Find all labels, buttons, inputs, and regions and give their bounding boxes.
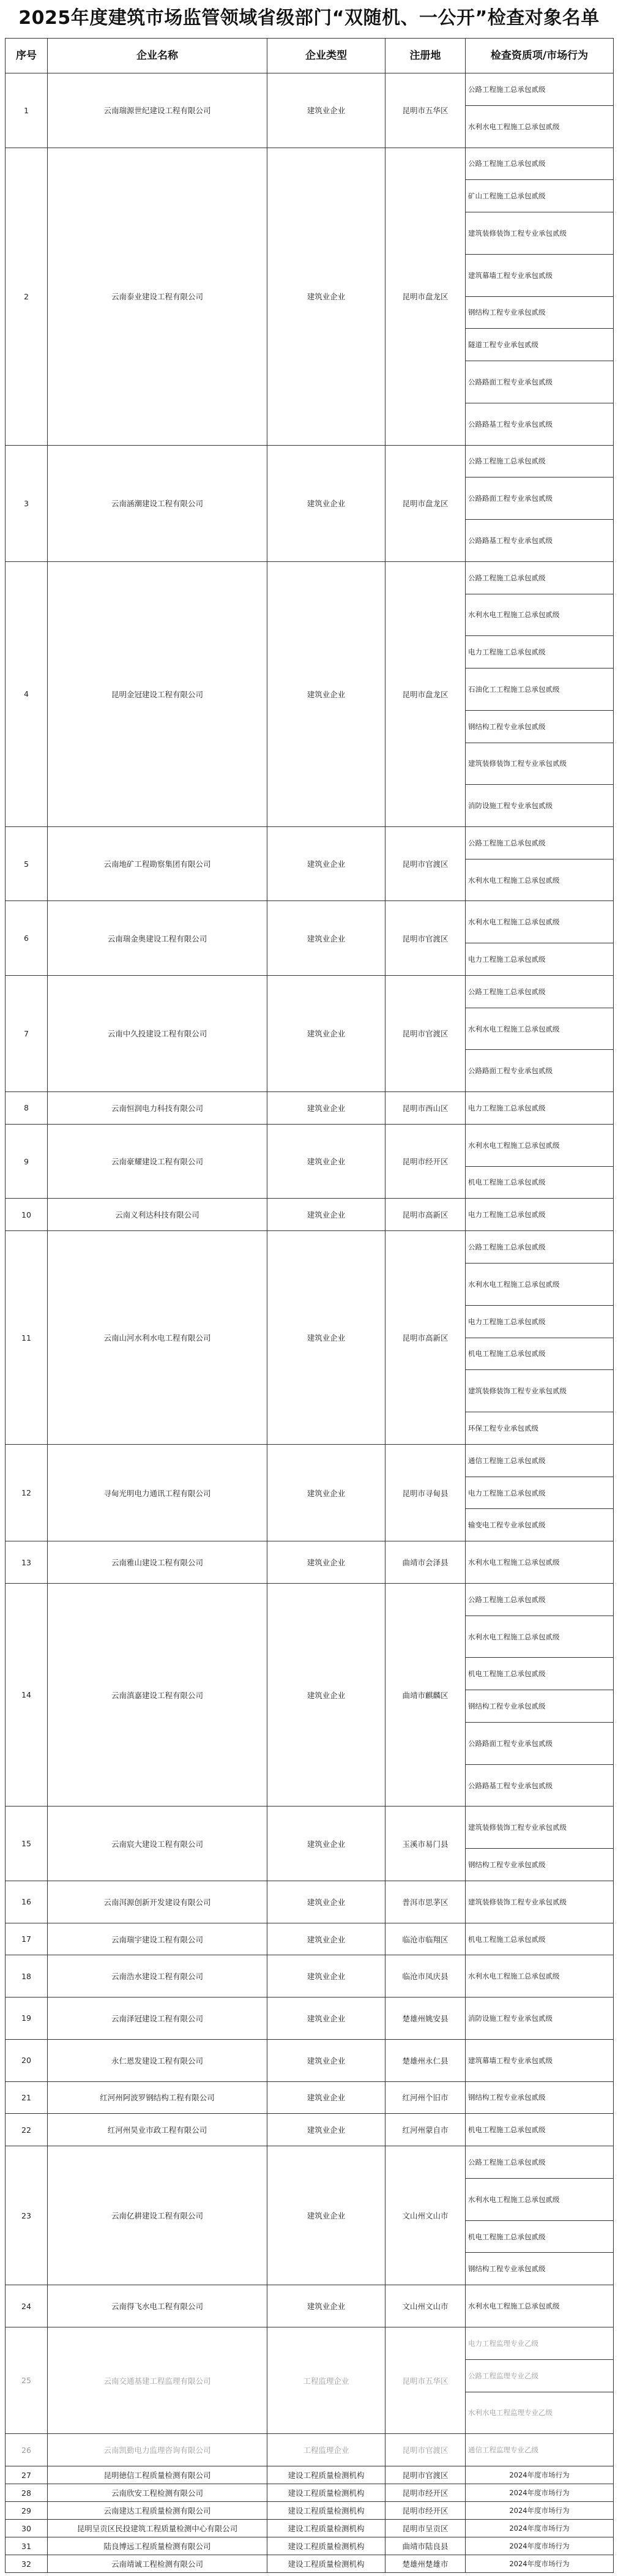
company-type: 建筑业企业: [267, 2146, 385, 2285]
row-number: 27: [6, 2466, 48, 2484]
row-number: 20: [6, 2039, 48, 2081]
registration-place: 曲靖市会泽县: [385, 1541, 466, 1584]
inspection-item: 公路路基工程专业承包贰级: [466, 520, 614, 562]
inspection-item: 水利水电工程施工总承包贰级: [466, 1124, 614, 1166]
inspection-item: 电力工程施工总承包贰级: [466, 1199, 614, 1231]
company-name: 云南涵潮建设工程有限公司: [48, 445, 267, 561]
row-number: 10: [6, 1199, 48, 1231]
inspection-item: 公路路基工程专业承包贰级: [466, 403, 614, 445]
table-row: [6, 901, 614, 943]
col-header-type: 企业类型: [267, 39, 385, 73]
registration-place: 红河州蒙自市: [385, 2114, 466, 2146]
company-name: 云南雅山建设工程有限公司: [48, 1541, 267, 1584]
inspection-item: 水利水电工程监理专业乙级: [466, 2392, 614, 2434]
company-name: 永仁恩发建设工程有限公司: [48, 2039, 267, 2081]
registration-place: 昆明市官渡区: [385, 2466, 466, 2484]
registration-place: 楚雄州楚雄市: [385, 2555, 466, 2573]
company-name: 红河州阿波罗钢结构工程有限公司: [48, 2081, 267, 2114]
table-row: [6, 2520, 614, 2537]
table-row: [6, 975, 614, 1008]
row-number: 11: [6, 1231, 48, 1445]
inspection-item: 机电工程施工总承包贰级: [466, 1923, 614, 1955]
table-row: [6, 2039, 614, 2081]
table-row: [6, 826, 614, 859]
table-row: [6, 561, 614, 594]
company-type: 建筑业企业: [267, 901, 385, 976]
inspection-item: 公路工程施工总承包贰级: [466, 826, 614, 859]
company-type: 建筑业企业: [267, 2039, 385, 2081]
inspection-item: 公路工程施工总承包贰级: [466, 73, 614, 106]
row-number: 9: [6, 1124, 48, 1199]
row-number: 22: [6, 2114, 48, 2146]
table-header-row: [6, 39, 614, 73]
inspection-item: 建筑幕墙工程专业承包贰级: [466, 254, 614, 296]
registration-place: 昆明市西山区: [385, 1092, 466, 1125]
inspection-item: 钢结构工程专业承包贰级: [466, 296, 614, 329]
registration-place: 昆明市寻甸县: [385, 1444, 466, 1541]
col-header-name: 企业名称: [48, 39, 267, 73]
table-row: [6, 2555, 614, 2573]
company-name: 云南交通基建工程监理有限公司: [48, 2327, 267, 2433]
inspection-item: 公路路面工程专业承包贰级: [466, 477, 614, 520]
inspection-item: 公路工程施工总承包贰级: [466, 1231, 614, 1264]
registration-place: 红河州个旧市: [385, 2081, 466, 2114]
company-name: 云南宸大建设工程有限公司: [48, 1807, 267, 1881]
table-row: [6, 1583, 614, 1616]
company-name: 寻甸光明电力通讯工程有限公司: [48, 1444, 267, 1541]
table-row: [6, 1541, 614, 1584]
inspection-table: [5, 38, 614, 2573]
inspection-item: 电力工程施工总承包贰级: [466, 1477, 614, 1509]
inspection-item: 公路路面工程专业承包贰级: [466, 1723, 614, 1765]
row-number: 29: [6, 2502, 48, 2520]
company-name: 红河州昊业市政工程有限公司: [48, 2114, 267, 2146]
registration-place: 曲靖市陆良县: [385, 2537, 466, 2555]
company-type: 建筑业企业: [267, 73, 385, 148]
inspection-item: 机电工程施工总承包贰级: [466, 2220, 614, 2253]
registration-place: 楚雄州永仁县: [385, 2039, 466, 2081]
registration-place: 昆明市盘龙区: [385, 561, 466, 826]
company-name: 云南滇嘉建设工程有限公司: [48, 1583, 267, 1807]
inspection-item: 水利水电工程施工总承包贰级: [466, 1008, 614, 1050]
inspection-item: 钢结构工程专业承包贰级: [466, 2253, 614, 2285]
inspection-item: 2024年度市场行为: [466, 2502, 614, 2520]
inspection-item: 公路路面工程专业承包贰级: [466, 361, 614, 403]
company-type: 建筑业企业: [267, 975, 385, 1091]
company-type: 建筑业企业: [267, 1092, 385, 1125]
table-row: [6, 445, 614, 477]
inspection-item: 机电工程施工总承包贰级: [466, 1658, 614, 1690]
company-name: 云南洱源创新开发建设有限公司: [48, 1881, 267, 1923]
inspection-item: 电力工程施工总承包贰级: [466, 1092, 614, 1125]
table-row: [6, 1807, 614, 1849]
registration-place: 昆明市高新区: [385, 1231, 466, 1445]
inspection-item: 2024年度市场行为: [466, 2555, 614, 2573]
company-type: 建筑业企业: [267, 1444, 385, 1541]
row-number: 5: [6, 826, 48, 901]
inspection-item: 公路路基工程专业承包贰级: [466, 1764, 614, 1807]
registration-place: 昆明市盘龙区: [385, 148, 466, 445]
company-type: 建设工程质量检测机构: [267, 2537, 385, 2555]
company-type: 建筑业企业: [267, 1955, 385, 1998]
inspection-item: 公路工程施工总承包贰级: [466, 148, 614, 180]
inspection-item: 公路工程施工总承包贰级: [466, 975, 614, 1008]
company-type: 建设工程质量检测机构: [267, 2555, 385, 2573]
table-row: [6, 1199, 614, 1231]
inspection-item: 钢结构工程专业承包贰级: [466, 710, 614, 743]
table-row: [6, 1998, 614, 2040]
registration-place: 昆明市盘龙区: [385, 445, 466, 561]
table-row: [6, 2502, 614, 2520]
row-number: 2: [6, 148, 48, 445]
registration-place: 文山州文山市: [385, 2285, 466, 2327]
inspection-item: 环保工程专业承包贰级: [466, 1412, 614, 1445]
registration-place: 昆明市官渡区: [385, 2434, 466, 2466]
row-number: 32: [6, 2555, 48, 2573]
company-name: 云南靖诚工程检测有限公司: [48, 2555, 267, 2573]
table-row: [6, 2114, 614, 2146]
row-number: 30: [6, 2520, 48, 2537]
company-name: 昆明呈贡区民投建筑工程质量检测中心有限公司: [48, 2520, 267, 2537]
company-name: 云南亿耕建设工程有限公司: [48, 2146, 267, 2285]
table-row: [6, 2434, 614, 2466]
inspection-item: 建筑装修装饰工程专业承包贰级: [466, 212, 614, 255]
inspection-item: 电力工程施工总承包贰级: [466, 943, 614, 976]
company-type: 建筑业企业: [267, 1124, 385, 1199]
company-type: 建筑业企业: [267, 826, 385, 901]
registration-place: 临沧市临翔区: [385, 1923, 466, 1955]
registration-place: 曲靖市麒麟区: [385, 1583, 466, 1807]
company-name: 云南中久投建设工程有限公司: [48, 975, 267, 1091]
row-number: 26: [6, 2434, 48, 2466]
inspection-item: 2024年度市场行为: [466, 2537, 614, 2555]
company-type: 建筑业企业: [267, 1583, 385, 1807]
table-row: [6, 2081, 614, 2114]
inspection-item: 建筑装修装饰工程专业承包贰级: [466, 1881, 614, 1923]
table-row: [6, 148, 614, 180]
row-number: 16: [6, 1881, 48, 1923]
row-number: 8: [6, 1092, 48, 1125]
row-number: 15: [6, 1807, 48, 1881]
company-name: 陆良博远工程质量检测有限公司: [48, 2537, 267, 2555]
company-type: 工程监理企业: [267, 2327, 385, 2433]
company-name: 云南欣安工程检测有限公司: [48, 2484, 267, 2502]
inspection-item: 消防设施工程专业承包贰级: [466, 1998, 614, 2040]
company-type: 建筑业企业: [267, 1998, 385, 2040]
company-type: 建设工程质量检测机构: [267, 2502, 385, 2520]
registration-place: 普洱市思茅区: [385, 1881, 466, 1923]
inspection-item: 水利水电工程施工总承包贰级: [466, 594, 614, 636]
company-type: 建筑业企业: [267, 1881, 385, 1923]
company-name: 云南得飞水电工程有限公司: [48, 2285, 267, 2327]
registration-place: 楚雄州姚安县: [385, 1998, 466, 2040]
row-number: 12: [6, 1444, 48, 1541]
inspection-item: 水利水电工程施工总承包贰级: [466, 105, 614, 148]
company-name: 云南瑞宇建设工程有限公司: [48, 1923, 267, 1955]
row-number: 23: [6, 2146, 48, 2285]
inspection-item: 消防设施工程专业承包贰级: [466, 785, 614, 827]
company-type: 建筑业企业: [267, 561, 385, 826]
company-type: 建筑业企业: [267, 1923, 385, 1955]
inspection-item: 公路工程施工总承包贰级: [466, 2146, 614, 2179]
page-title: 2025年度建筑市场监管领域省级部门“双随机、一公开”检查对象名单: [18, 7, 600, 29]
company-type: 建筑业企业: [267, 1231, 385, 1445]
row-number: 4: [6, 561, 48, 826]
inspection-item: 水利水电工程施工总承包贰级: [466, 859, 614, 901]
inspection-item: 水利水电工程施工总承包贰级: [466, 1616, 614, 1658]
inspection-item: 石油化工工程施工总承包贰级: [466, 668, 614, 711]
company-name: 云南泽冠建设工程有限公司: [48, 1998, 267, 2040]
inspection-item: 机电工程施工总承包贰级: [466, 1338, 614, 1370]
inspection-item: 电力工程施工总承包贰级: [466, 1305, 614, 1338]
inspection-item: 隧道工程专业承包贰级: [466, 329, 614, 361]
row-number: 17: [6, 1923, 48, 1955]
table-row: [6, 1231, 614, 1264]
registration-place: 昆明市官渡区: [385, 826, 466, 901]
row-number: 24: [6, 2285, 48, 2327]
company-type: 建筑业企业: [267, 148, 385, 445]
inspection-item: 机电工程施工总承包贰级: [466, 2114, 614, 2146]
registration-place: 昆明市五华区: [385, 2327, 466, 2433]
registration-place: 昆明市经开区: [385, 2484, 466, 2502]
table-row: [6, 1955, 614, 1998]
row-number: 31: [6, 2537, 48, 2555]
company-name: 云南地矿工程勘察集团有限公司: [48, 826, 267, 901]
company-type: 建设工程质量检测机构: [267, 2466, 385, 2484]
company-name: 云南恒润电力科技有限公司: [48, 1092, 267, 1125]
table-row: [6, 73, 614, 106]
inspection-item: 通信工程施工总承包贰级: [466, 1444, 614, 1477]
row-number: 28: [6, 2484, 48, 2502]
inspection-item: 水利水电工程施工总承包贰级: [466, 2285, 614, 2327]
company-name: 云南山河水利水电工程有限公司: [48, 1231, 267, 1445]
company-type: 建筑业企业: [267, 1807, 385, 1881]
inspection-item: 2024年度市场行为: [466, 2520, 614, 2537]
registration-place: 昆明市呈贡区: [385, 2520, 466, 2537]
company-type: 建筑业企业: [267, 445, 385, 561]
inspection-item: 建筑装修装饰工程专业承包贰级: [466, 743, 614, 785]
company-name: 云南凯勤电力监理咨询有限公司: [48, 2434, 267, 2466]
inspection-item: 机电工程施工总承包贰级: [466, 1166, 614, 1199]
company-name: 云南瑞金奥建设工程有限公司: [48, 901, 267, 976]
company-name: 云南建达工程质量检测有限公司: [48, 2502, 267, 2520]
company-name: 云南瑞源世纪建设工程有限公司: [48, 73, 267, 148]
inspection-item: 通信工程监理专业乙级: [466, 2434, 614, 2466]
row-number: 25: [6, 2327, 48, 2433]
inspection-item: 公路工程施工总承包贰级: [466, 445, 614, 477]
inspection-item: 输变电工程专业承包贰级: [466, 1509, 614, 1541]
row-number: 13: [6, 1541, 48, 1584]
registration-place: 昆明市官渡区: [385, 975, 466, 1091]
company-type: 建筑业企业: [267, 2081, 385, 2114]
table-row: [6, 1092, 614, 1125]
inspection-item: 水利水电工程施工总承包贰级: [466, 1955, 614, 1998]
inspection-item: 公路工程施工总承包贰级: [466, 1583, 614, 1616]
company-name: 云南义利达科技有限公司: [48, 1199, 267, 1231]
table-row: [6, 2466, 614, 2484]
table-row: [6, 1444, 614, 1477]
inspection-item: 水利水电工程施工总承包贰级: [466, 2178, 614, 2220]
row-number: 19: [6, 1998, 48, 2040]
row-number: 18: [6, 1955, 48, 1998]
registration-place: 文山州文山市: [385, 2146, 466, 2285]
inspection-item: 建筑幕墙工程专业承包贰级: [466, 2039, 614, 2081]
table-row: [6, 2146, 614, 2179]
company-type: 建筑业企业: [267, 2285, 385, 2327]
inspection-item: 2024年度市场行为: [466, 2466, 614, 2484]
company-type: 建筑业企业: [267, 2114, 385, 2146]
registration-place: 临沧市凤庆县: [385, 1955, 466, 1998]
company-type: 建筑业企业: [267, 1199, 385, 1231]
table-row: [6, 1124, 614, 1166]
inspection-item: 钢结构工程专业承包贰级: [466, 1849, 614, 1881]
company-type: 建设工程质量检测机构: [267, 2520, 385, 2537]
table-row: [6, 1923, 614, 1955]
inspection-item: 电力工程施工总承包贰级: [466, 636, 614, 668]
table-row: [6, 2484, 614, 2502]
row-number: 3: [6, 445, 48, 561]
row-number: 7: [6, 975, 48, 1091]
inspection-item: 建筑装修装饰工程专业承包贰级: [466, 1370, 614, 1412]
row-number: 6: [6, 901, 48, 976]
company-name: 昆明金冠建设工程有限公司: [48, 561, 267, 826]
company-type: 建设工程质量检测机构: [267, 2484, 385, 2502]
registration-place: 昆明市高新区: [385, 1199, 466, 1231]
col-header-place: 注册地: [385, 39, 466, 73]
table-row: [6, 2537, 614, 2555]
col-header-items: 检查资质项/市场行为: [466, 39, 614, 73]
inspection-item: 水利水电工程施工总承包贰级: [466, 901, 614, 943]
company-type: 工程监理企业: [267, 2434, 385, 2466]
inspection-item: 水利水电工程施工总承包贰级: [466, 1264, 614, 1306]
registration-place: 昆明市经开区: [385, 1124, 466, 1199]
inspection-item: 矿山工程施工总承包贰级: [466, 180, 614, 212]
company-type: 建筑业企业: [267, 1541, 385, 1584]
company-name: 云南豪耀建设工程有限公司: [48, 1124, 267, 1199]
inspection-item: 钢结构工程专业承包贰级: [466, 2081, 614, 2114]
company-name: 昆明徳信工程质量检测有限公司: [48, 2466, 267, 2484]
inspection-item: 公路路面工程专业承包贰级: [466, 1050, 614, 1092]
table-row: [6, 2327, 614, 2359]
col-header-no: 序号: [6, 39, 48, 73]
inspection-item: 公路工程施工总承包贰级: [466, 561, 614, 594]
row-number: 14: [6, 1583, 48, 1807]
row-number: 21: [6, 2081, 48, 2114]
inspection-item: 公路工程监理专业乙级: [466, 2359, 614, 2392]
table-row: [6, 1881, 614, 1923]
inspection-item: 水利水电工程施工总承包贰级: [466, 1541, 614, 1584]
company-name: 云南泰业建设工程有限公司: [48, 148, 267, 445]
registration-place: 昆明市经开区: [385, 2502, 466, 2520]
table-body: [6, 73, 614, 2573]
registration-place: 昆明市官渡区: [385, 901, 466, 976]
row-number: 1: [6, 73, 48, 148]
inspection-item: 钢结构工程专业承包贰级: [466, 1690, 614, 1723]
registration-place: 昆明市五华区: [385, 73, 466, 148]
inspection-item: 电力工程监理专业乙级: [466, 2327, 614, 2359]
table-row: [6, 2285, 614, 2327]
company-name: 云南浩水建设工程有限公司: [48, 1955, 267, 1998]
registration-place: 玉溪市易门县: [385, 1807, 466, 1881]
inspection-item: 建筑装修装饰工程专业承包贰级: [466, 1807, 614, 1849]
inspection-item: 2024年度市场行为: [466, 2484, 614, 2502]
